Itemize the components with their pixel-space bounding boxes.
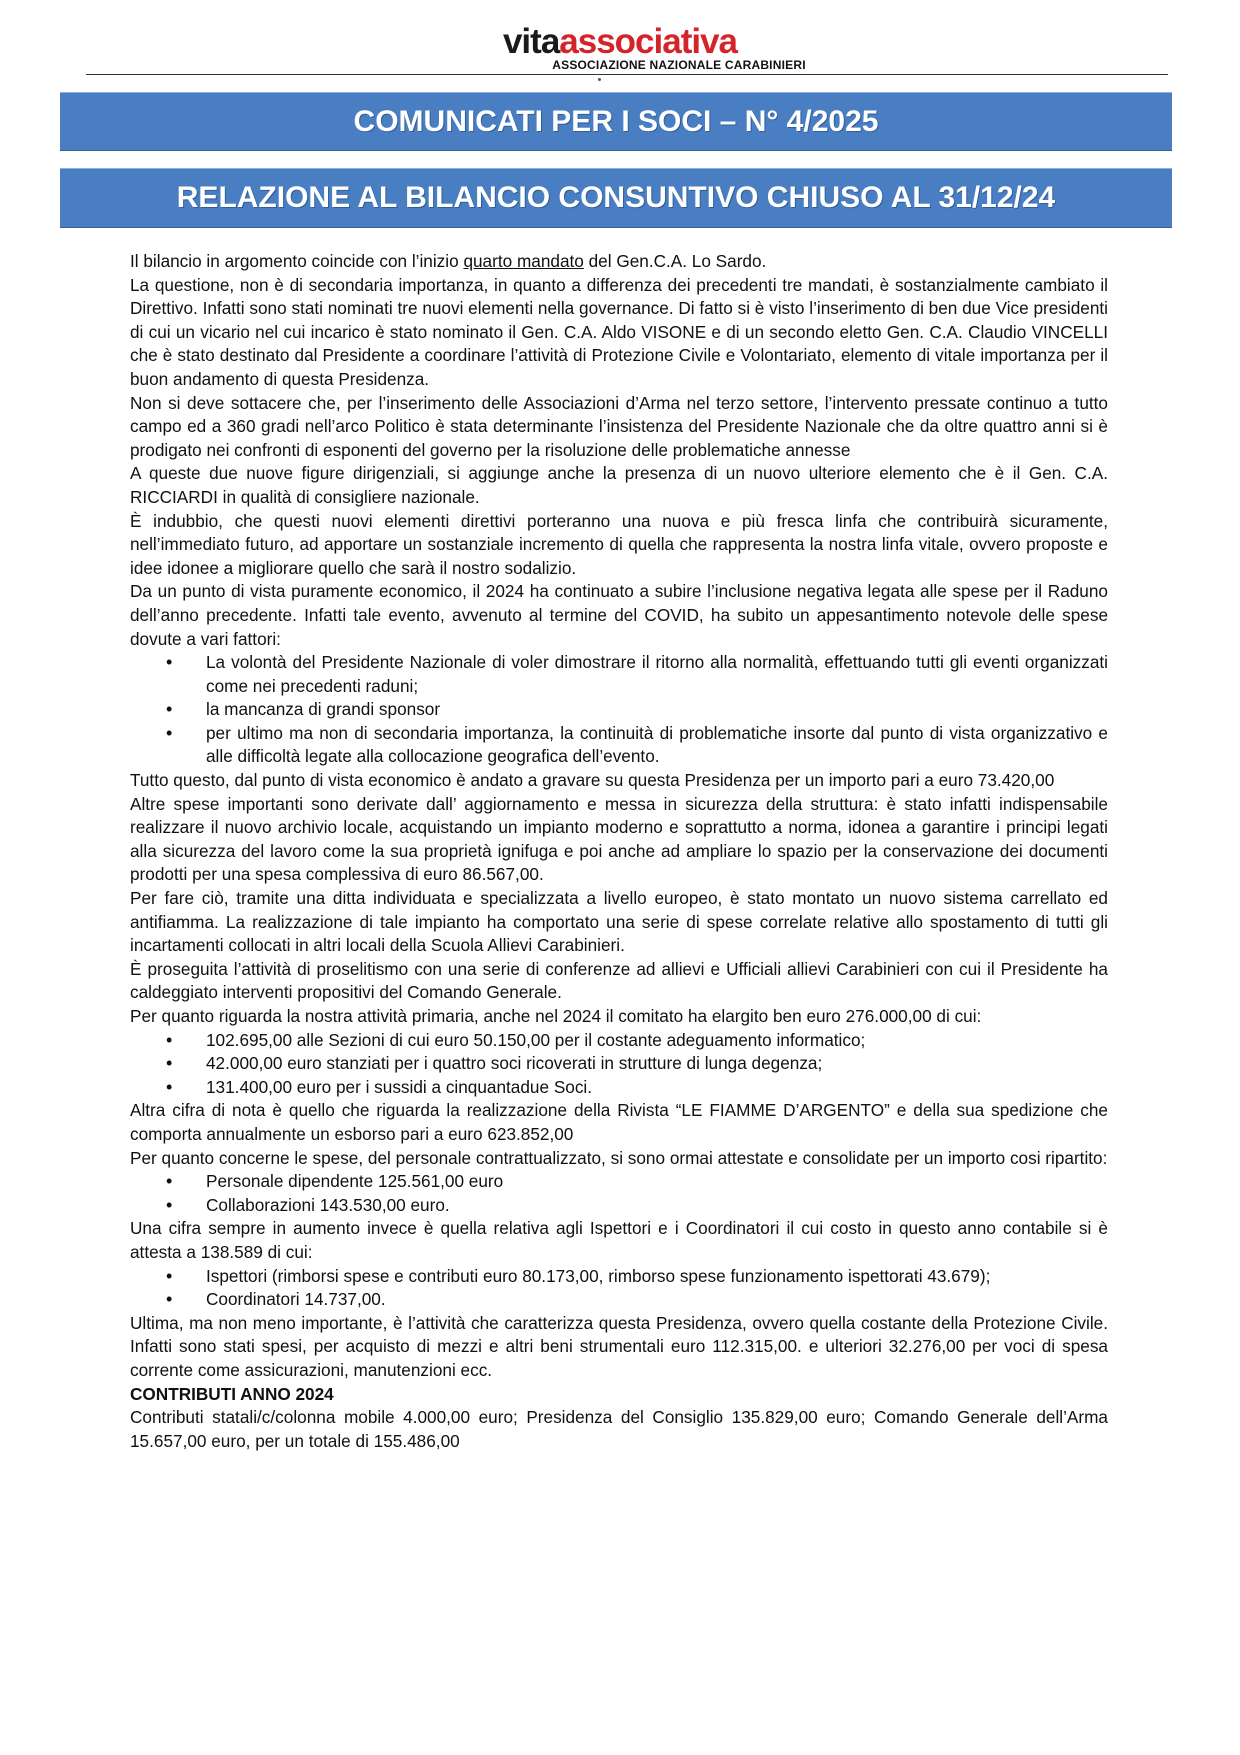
paragraph: Non si deve sottacere che, per l’inserimento delle Associazioni d’Arma nel terzo settore, l’intervento pressate continuo a tutto campo ed a 360 gradi nell’arco Politico è stata determinante l’insistenza del Presidente Nazionale che da oltre quattro anni si è prodigato nei confronti di esponenti del governo per la risoluzione delle problematiche annesse bbox=[130, 392, 1108, 460]
paragraph: È proseguita l’attività di proselitismo con una serie di conferenze ad allievi e Ufficiali allievi Carabinieri con cui il Presidente ha caldeggiato interventi propositivi del Comando Generale. bbox=[130, 958, 1108, 1003]
list-item: • Ispettori (rimborsi spese e contributi euro 80.173,00, rimborso spese funzionamento ispettorati 43.679); bbox=[130, 1265, 1108, 1289]
header-divider bbox=[86, 74, 1168, 75]
paragraph: Ultima, ma non meno importante, è l’attività che caratterizza questa Presidenza, ovvero quella costante della Protezione Civile. Infatti sono stati spesi, per acquisto di mezzi e altri beni strumentali euro 112.315,00. e ulteriori 32.276,00 per voci di spesa corrente come assicurazioni, manutenzioni ecc. bbox=[130, 1312, 1108, 1380]
donations-list bbox=[130, 1029, 1108, 1100]
staff-list bbox=[130, 1170, 1108, 1217]
paragraph: Per fare ciò, tramite una ditta individuata e specializzata a livello europeo, è stato montato un nuovo sistema carrellato ed antifiamma. La realizzazione di tale impianto ha comportato una serie di spese correlate relative allo spostamento di tutti gli incartamenti collocati in altri locali della Scuola Allievi Carabinieri. bbox=[130, 888, 1108, 956]
paragraph: Altra cifra di nota è quello che riguarda la realizzazione della Rivista “LE FIAMME D’ARGENTO” e della sua spedizione che comporta annualmente un esborso pari a euro 623.852,00 bbox=[130, 1100, 1108, 1144]
list-item: • 42.000,00 euro stanziati per i quattro soci ricoverati in strutture di lunga degenza; bbox=[130, 1052, 1108, 1076]
logo-wordmark: vitaassociativa bbox=[502, 22, 738, 61]
paragraph: Contributi statali/c/colonna mobile 4.000,00 euro; Presidenza del Consiglio 135.829,00 euro; Comando Generale dell’Arma 15.657,00 euro, per un totale di 155.486,00 bbox=[130, 1407, 1108, 1451]
list-item: • per ultimo ma non di secondaria importanza, la continuità di problematiche insorte dal punto di vista organizzativo e alle difficoltà legate alla collocazione geografica dell’evento. bbox=[130, 722, 1108, 769]
inspectors-list bbox=[130, 1265, 1108, 1312]
contributions-heading: CONTRIBUTI ANNO 2024 bbox=[130, 1383, 334, 1404]
document-body bbox=[130, 250, 1108, 1453]
paragraph: Per quanto concerne le spese, del personale contrattualizzato, si sono ormai attestate e consolidate per un importo cosi ripartito: bbox=[130, 1147, 1108, 1168]
paragraph: Per quanto riguarda la nostra attività primaria, anche nel 2024 il comitato ha elargito ben euro 276.000,00 di cui: bbox=[130, 1006, 982, 1026]
paragraph: A queste due nuove figure dirigenziali, si aggiunge anche la presenza di un nuovo ulteriore elemento che è il Gen. C.A. RICCIARDI in qualità di consigliere nazionale. bbox=[130, 463, 1108, 507]
logo-subtitle: ASSOCIAZIONE NAZIONALE CARABINIERI bbox=[552, 58, 806, 72]
header-dot bbox=[598, 78, 601, 81]
intro-paragraph: Il bilancio in argomento coincide con l’inizio quarto mandato del Gen.C.A. Lo Sardo. bbox=[130, 251, 767, 271]
factors-list bbox=[130, 651, 1108, 769]
paragraph: Una cifra sempre in aumento invece è quella relativa agli Ispettori e i Coordinatori il cui costo in questo anno contabile si è attesta a 138.589 di cui: bbox=[130, 1218, 1108, 1262]
paragraph: Altre spese importanti sono derivate dall’ aggiornamento e messa in sicurezza della struttura: è stato infatti indispensabile realizzare il nuovo archivio locale, acquistando un impianto moderno e soprattutto a norma, idonea a garantire i principi legati alla sicurezza del lavoro come la sua proprietà ignifuga e poi anche ad ampliare lo spazio per la conservazione dei documenti prodotti per una spesa complessiva di euro 86.567,00. bbox=[130, 793, 1108, 885]
paragraph: È indubbio, che questi nuovi elementi direttivi porteranno una nuova e più fresca linfa che contribuirà sicuramente, nell’immediato futuro, ad apportare un sostanziale incremento di quella che rappresenta la nostra linfa vitale, ovvero proposte e idee idonee a migliorare quello che sarà il nostro sodalizio. bbox=[130, 510, 1108, 578]
list-item: • La volontà del Presidente Nazionale di voler dimostrare il ritorno alla normalità, effettuando tutti gli eventi organizzati come nei precedenti raduni; bbox=[130, 651, 1108, 698]
paragraph: Da un punto di vista puramente economico, il 2024 ha continuato a subire l’inclusione negativa legata alle spese per il Raduno dell’anno precedente. Infatti tale evento, avvenuto al termine del COVID, ha subito un appesantimento notevole delle spese dovute a vari fattori: bbox=[130, 581, 1108, 649]
logo bbox=[0, 22, 1240, 62]
communique-banner: COMUNICATI PER I SOCI – N° 4/2025 bbox=[60, 92, 1172, 151]
underlined-term: quarto mandato bbox=[463, 251, 584, 271]
paragraph: La questione, non è di secondaria importanza, in quanto a differenza dei precedenti tre mandati, è sostanzialmente cambiato il Direttivo. Infatti sono stati nominati tre nuovi elementi nella governance. Di fatto si è visto l’inserimento di ben due Vice presidenti di cui un vicario nel cui incarico è stato nominato il Gen. C.A. Aldo VISONE e di un secondo eletto Gen. C.A. Claudio VINCELLI che è stato destinato dal Presidente a coordinare l’attività di Protezione Civile e Volontariato, elemento di vitale importanza per il buon andamento di questa Presidenza. bbox=[130, 274, 1108, 389]
list-item: • Personale dipendente 125.561,00 euro bbox=[130, 1170, 1108, 1194]
list-item: • Coordinatori 14.737,00. bbox=[130, 1288, 1108, 1312]
paragraph: Tutto questo, dal punto di vista economico è andato a gravare su questa Presidenza per un importo pari a euro 73.420,00 bbox=[130, 770, 1055, 791]
report-title-banner: RELAZIONE AL BILANCIO CONSUNTIVO CHIUSO AL 31/12/24 bbox=[60, 168, 1172, 228]
list-item: • 102.695,00 alle Sezioni di cui euro 50.150,00 per il costante adeguamento informatico; bbox=[130, 1029, 1108, 1053]
list-item: • 131.400,00 euro per i sussidi a cinquantadue Soci. bbox=[130, 1076, 1108, 1100]
list-item: • la mancanza di grandi sponsor bbox=[130, 698, 1108, 722]
list-item: • Collaborazioni 143.530,00 euro. bbox=[130, 1194, 1108, 1218]
